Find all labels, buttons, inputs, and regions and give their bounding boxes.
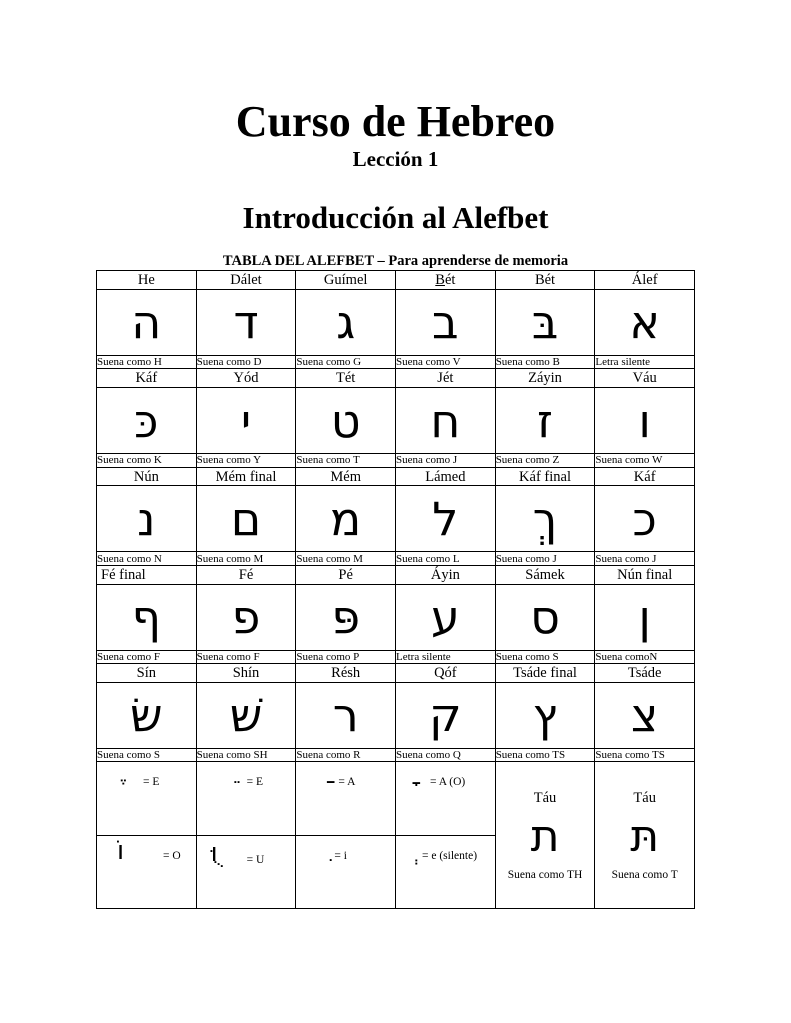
- vowel-label: = O: [163, 849, 181, 862]
- letter-glyph-row: [97, 388, 695, 454]
- letter-name: Lámed: [396, 467, 496, 486]
- letter-sound: Letra silente: [595, 355, 695, 369]
- letter-name: Bét: [495, 271, 595, 290]
- hebrew-letter: שׁ: [196, 683, 296, 749]
- vowel-row: [97, 762, 695, 835]
- lesson-subtitle: Lección 1: [352, 147, 439, 171]
- letter-sound: Suena como M: [296, 552, 396, 566]
- vowel-label: = e (silente): [422, 849, 478, 862]
- hebrew-letter: ט: [296, 388, 396, 454]
- vowel-label: = E: [246, 776, 264, 789]
- letter-name: Sámek: [495, 565, 595, 584]
- letter-sound: Suena como L: [396, 552, 496, 566]
- letter-sound: Suena como J: [595, 552, 695, 566]
- letter-sound: Letra silente: [396, 650, 496, 664]
- hebrew-letter: ג: [296, 289, 396, 355]
- hebrew-letter: פּ: [296, 584, 396, 650]
- letter-name: Tét: [296, 369, 396, 388]
- hebrew-letter: בּ: [495, 289, 595, 355]
- letter-sound: Suena como K: [97, 454, 197, 468]
- vowel-cell-sheva: [396, 835, 496, 908]
- letter-sound: Suena como S: [97, 748, 197, 762]
- vowel-cell-patah: [296, 762, 396, 835]
- letter-sound: Suena como P: [296, 650, 396, 664]
- hebrew-letter: א: [595, 289, 695, 355]
- letter-sound: Suena como Q: [396, 748, 496, 762]
- letter-sound: Suena como T: [611, 869, 678, 882]
- hebrew-letter: תּ: [630, 811, 660, 863]
- vowel-cell-tsere: [196, 762, 296, 835]
- hebrew-letter: שׂ: [97, 683, 197, 749]
- letter-name: Jét: [396, 369, 496, 388]
- letter-sound-row: [97, 454, 695, 468]
- letter-sound: Suena como TS: [495, 748, 595, 762]
- letter-glyph-row: [97, 683, 695, 749]
- letter-sound-row: [97, 552, 695, 566]
- letter-sound: Suena comoN: [595, 650, 695, 664]
- letter-name-row: [97, 565, 695, 584]
- hebrew-letter: ף: [97, 584, 197, 650]
- letter-name: Káf: [97, 369, 197, 388]
- hebrew-letter: ל: [396, 486, 496, 552]
- hebrew-letter: כ: [595, 486, 695, 552]
- vowel-cell-hiriq: [296, 835, 396, 908]
- letter-name: He: [97, 271, 197, 290]
- letter-glyph-row: [97, 584, 695, 650]
- section-heading: Introducción al Alefbet: [242, 200, 549, 235]
- vowel-label: = U: [246, 853, 265, 866]
- letter-name-row: [97, 467, 695, 486]
- letter-name: Guímel: [296, 271, 396, 290]
- hebrew-letter: ךְ: [495, 486, 595, 552]
- vowel-cell-segol: [97, 762, 197, 835]
- letter-name: Tsáde: [595, 664, 695, 683]
- letter-name: [396, 271, 496, 290]
- hebrew-letter: ז: [495, 388, 595, 454]
- hebrew-letter: פ: [196, 584, 296, 650]
- vowel-mark: ֻוּ: [210, 837, 218, 868]
- hebrew-letter: ס: [495, 584, 595, 650]
- letter-name: Mém final: [196, 467, 296, 486]
- letter-sound: Suena como G: [296, 355, 396, 369]
- hebrew-letter: ד: [196, 289, 296, 355]
- letter-name-row: [97, 271, 695, 290]
- hebrew-letter: ת: [530, 811, 560, 863]
- letter-sound: Suena como SH: [196, 748, 296, 762]
- page-title: Curso de Hebreo: [235, 97, 556, 146]
- hebrew-letter: מ: [296, 486, 396, 552]
- letter-name: Záyin: [495, 369, 595, 388]
- letter-sound: Suena como D: [196, 355, 296, 369]
- table-caption: TABLA DEL ALEFBET – Para aprenderse de memoria: [222, 253, 569, 269]
- tau-cell: [495, 762, 595, 909]
- letter-sound: Suena como J: [396, 454, 496, 468]
- vowel-cell-qamats: [396, 762, 496, 835]
- letter-name: Nún: [97, 467, 197, 486]
- letter-sound: Suena como B: [495, 355, 595, 369]
- hebrew-letter: ח: [396, 388, 496, 454]
- vowel-label: = A: [338, 776, 356, 789]
- hebrew-letter: ו: [595, 388, 695, 454]
- letter-name: Dálet: [196, 271, 296, 290]
- letter-name: Táu: [533, 790, 557, 807]
- letter-name: Yód: [196, 369, 296, 388]
- letter-name-row: [97, 664, 695, 683]
- letter-sound: Suena como F: [97, 650, 197, 664]
- letter-name: Káf final: [495, 467, 595, 486]
- hebrew-letter: כּ: [97, 388, 197, 454]
- letter-sound-row: [97, 748, 695, 762]
- letter-name: Táu: [633, 790, 656, 807]
- hebrew-letter: צ: [595, 683, 695, 749]
- vowel-mark: וֹ: [117, 835, 125, 866]
- letter-sound: Suena como H: [97, 355, 197, 369]
- letter-sound: Suena como N: [97, 552, 197, 566]
- hebrew-letter: ר: [296, 683, 396, 749]
- hebrew-letter: ע: [396, 584, 496, 650]
- letter-sound: Suena como V: [396, 355, 496, 369]
- letter-sound: Suena como TS: [595, 748, 695, 762]
- vowel-cell-holam: [97, 835, 197, 908]
- vowel-label: = A (O): [430, 776, 466, 789]
- letter-name-underlined: B: [435, 271, 445, 288]
- letter-sound: Suena como W: [595, 454, 695, 468]
- hebrew-letter: ק: [396, 683, 496, 749]
- letter-name: Mém: [296, 467, 396, 486]
- letter-name: Shín: [196, 664, 296, 683]
- vowel-label: = E: [143, 776, 160, 789]
- letter-name: Résh: [296, 664, 396, 683]
- hebrew-letter: ה: [97, 289, 197, 355]
- letter-sound: Suena como R: [296, 748, 396, 762]
- letter-name: Áyin: [396, 565, 496, 584]
- letter-name: Fé final: [97, 565, 197, 584]
- hebrew-letter: נ: [97, 486, 197, 552]
- hebrew-letter: ם: [196, 486, 296, 552]
- letter-name: Nún final: [595, 565, 695, 584]
- letter-name: Váu: [595, 369, 695, 388]
- letter-name: Káf: [595, 467, 695, 486]
- hebrew-letter: ן: [595, 584, 695, 650]
- letter-name: Qóf: [396, 664, 496, 683]
- letter-name: Pé: [296, 565, 396, 584]
- hebrew-letter: ץ: [495, 683, 595, 749]
- letter-name: Tsáde final: [495, 664, 595, 683]
- letter-sound: Suena como TH: [507, 869, 583, 882]
- tau-cell: [595, 762, 695, 909]
- letter-name-row: [97, 369, 695, 388]
- letter-name: Fé: [196, 565, 296, 584]
- hebrew-letter: י: [196, 388, 296, 454]
- vowel-cell-qubuts: [196, 835, 296, 908]
- letter-sound: Suena como S: [495, 650, 595, 664]
- letter-sound: Suena como F: [196, 650, 296, 664]
- letter-glyph-row: [97, 289, 695, 355]
- letter-name: Álef: [595, 271, 695, 290]
- letter-sound: Suena como M: [196, 552, 296, 566]
- letter-sound: Suena como Z: [495, 454, 595, 468]
- alefbet-table: [96, 270, 695, 909]
- letter-sound: Suena como J: [495, 552, 595, 566]
- hebrew-letter: ב: [396, 289, 496, 355]
- letter-sound: Suena como T: [296, 454, 396, 468]
- letter-name-rest: ét: [444, 271, 456, 288]
- vowel-label: = i: [334, 849, 347, 862]
- letter-sound-row: [97, 355, 695, 369]
- letter-name: Sín: [97, 664, 197, 683]
- letter-sound-row: [97, 650, 695, 664]
- letter-sound: Suena como Y: [196, 454, 296, 468]
- letter-glyph-row: [97, 486, 695, 552]
